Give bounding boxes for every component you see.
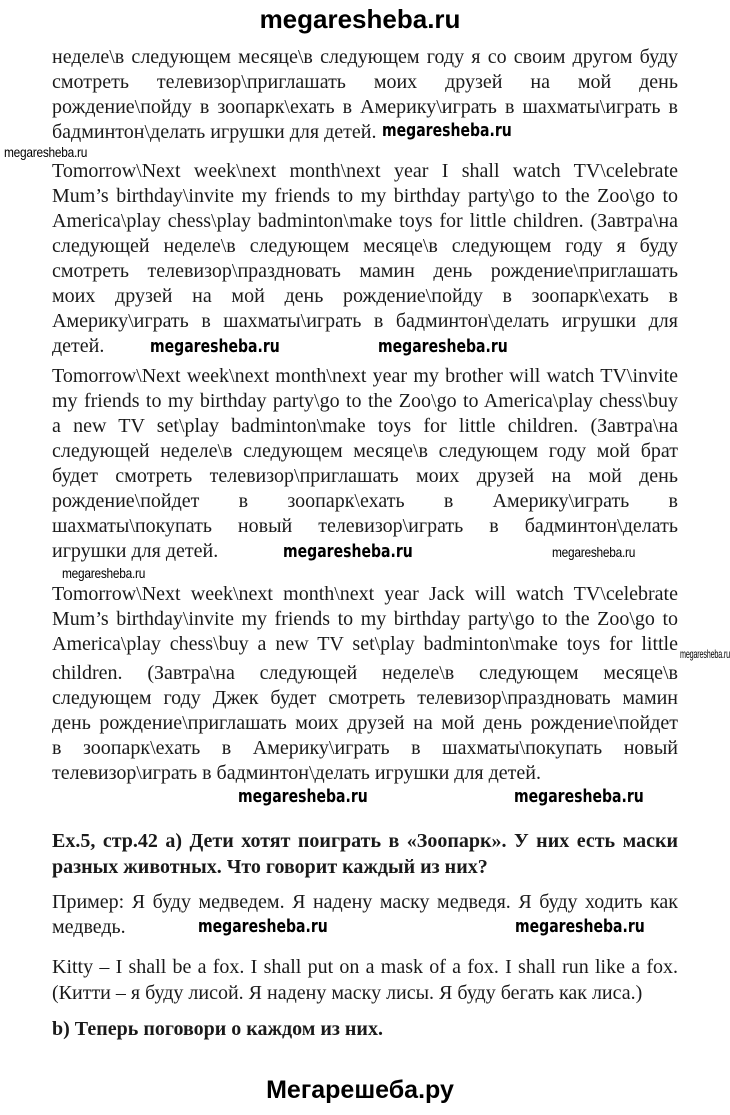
text-line: детей.: [52, 335, 105, 357]
watermark-small: megaresheba.ru: [680, 647, 730, 661]
header-watermark: megaresheba.ru: [259, 4, 461, 34]
watermark-small: megaresheba.ru: [552, 544, 636, 560]
text-line: шахматы\покупать новый телевизор\играть в бадминтон\делать: [52, 515, 678, 537]
text-line: рождение\пойдет в зоопарк\ехать в Америку\играть в: [52, 490, 678, 512]
text-line: следующей неделе\в следующем месяце\в следующем году мой брат: [52, 440, 678, 462]
text-line: моих друзей на мой день рождение\пойду в зоопарк\ехать в: [52, 285, 678, 307]
text-line: Tomorrow\Next week\next month\next year Jack will watch TV\celebrate: [52, 583, 678, 605]
text-line: рождение\пойду в зоопарк\ехать в Америку\играть в шахматы\играть в: [52, 96, 678, 118]
text-line: Mum’s birthday\invite my friends to my birthday party\go to the Zoo\go to: [52, 185, 678, 207]
text-line: children. (Завтра\на следующей неделе\в следующем месяце\в: [52, 662, 678, 684]
watermark-bold: megaresheba.ru: [514, 786, 644, 807]
watermark-small: megaresheba.ru: [62, 565, 146, 581]
text-line: a new TV set\play badminton\make toys for little children. (Завтра\на: [52, 415, 678, 437]
watermark-bold: megaresheba.ru: [382, 120, 512, 141]
watermark-bold: megaresheba.ru: [150, 336, 280, 357]
watermark-small: megaresheba.ru: [4, 144, 88, 160]
text-line: America\play chess\buy a new TV set\play badminton\make toys for little: [52, 633, 678, 655]
text-line: America\play chess\play badminton\make toys for little children. (Завтра\на: [52, 210, 678, 232]
text-line: Америку\играть в шахматы\играть в бадминтон\делать игрушки для: [52, 310, 678, 332]
footer-watermark: Мегарешеба.ру: [266, 1076, 454, 1104]
exercise-title: разных животных. Что говорит каждый из них?: [52, 856, 488, 878]
text-line: Tomorrow\Next week\next month\next year I shall watch TV\celebrate: [52, 160, 678, 182]
text-line: игрушки для детей.: [52, 540, 219, 562]
text-line: смотреть телевизор\приглашать моих друзей на мой день: [52, 71, 678, 93]
example-text: медведь.: [52, 916, 126, 938]
part-b-heading: b) Теперь поговори о каждом из них.: [52, 1018, 383, 1040]
text-line: телевизор\играть в бадминтон\делать игрушки для детей.: [52, 762, 542, 784]
text-line: бадминтон\делать игрушки для детей.: [52, 121, 377, 143]
answer-text: (Китти – я буду лисой. Я надену маску лисы. Я буду бегать как лиса.): [52, 982, 643, 1004]
watermark-bold: megaresheba.ru: [283, 541, 413, 562]
text-line: смотреть телевизор\праздновать мамин день рождение\приглашать: [52, 260, 678, 282]
text-line: в зоопарк\ехать в Америку\играть в шахматы\покупать новый: [52, 737, 678, 759]
text-line: my friends to my birthday party\go to the Zoo\go to America\play chess\buy: [52, 390, 678, 412]
example-text: Пример: Я буду медведем. Я надену маску медведя. Я буду ходить как: [52, 891, 678, 913]
watermark-bold: megaresheba.ru: [515, 916, 645, 937]
text-line: неделе\в следующем месяце\в следующем году я со своим другом буду: [52, 46, 678, 68]
text-line: Tomorrow\Next week\next month\next year my brother will watch TV\invite: [52, 365, 678, 387]
exercise-title: Ex.5, стр.42 a) Дети хотят поиграть в «Зоопарк». У них есть маски: [52, 830, 678, 852]
watermark-bold: megaresheba.ru: [238, 786, 368, 807]
watermark-bold: megaresheba.ru: [198, 916, 328, 937]
text-line: следующей неделе\в следующем месяце\в следующем году я буду: [52, 235, 678, 257]
text-line: день рождение\приглашать моих друзей на мой день рождение\пойдет: [52, 712, 678, 734]
text-line: будет смотреть телевизор\приглашать моих друзей на мой день: [52, 465, 678, 487]
watermark-bold: megaresheba.ru: [378, 336, 508, 357]
text-line: следующем году Джек будет смотреть телевизор\праздновать мамин: [52, 687, 678, 709]
answer-text: Kitty – I shall be a fox. I shall put on a mask of a fox. I shall run like a fox.: [52, 956, 678, 978]
text-line: Mum’s birthday\invite my friends to my birthday party\go to the Zoo\go to: [52, 608, 678, 630]
